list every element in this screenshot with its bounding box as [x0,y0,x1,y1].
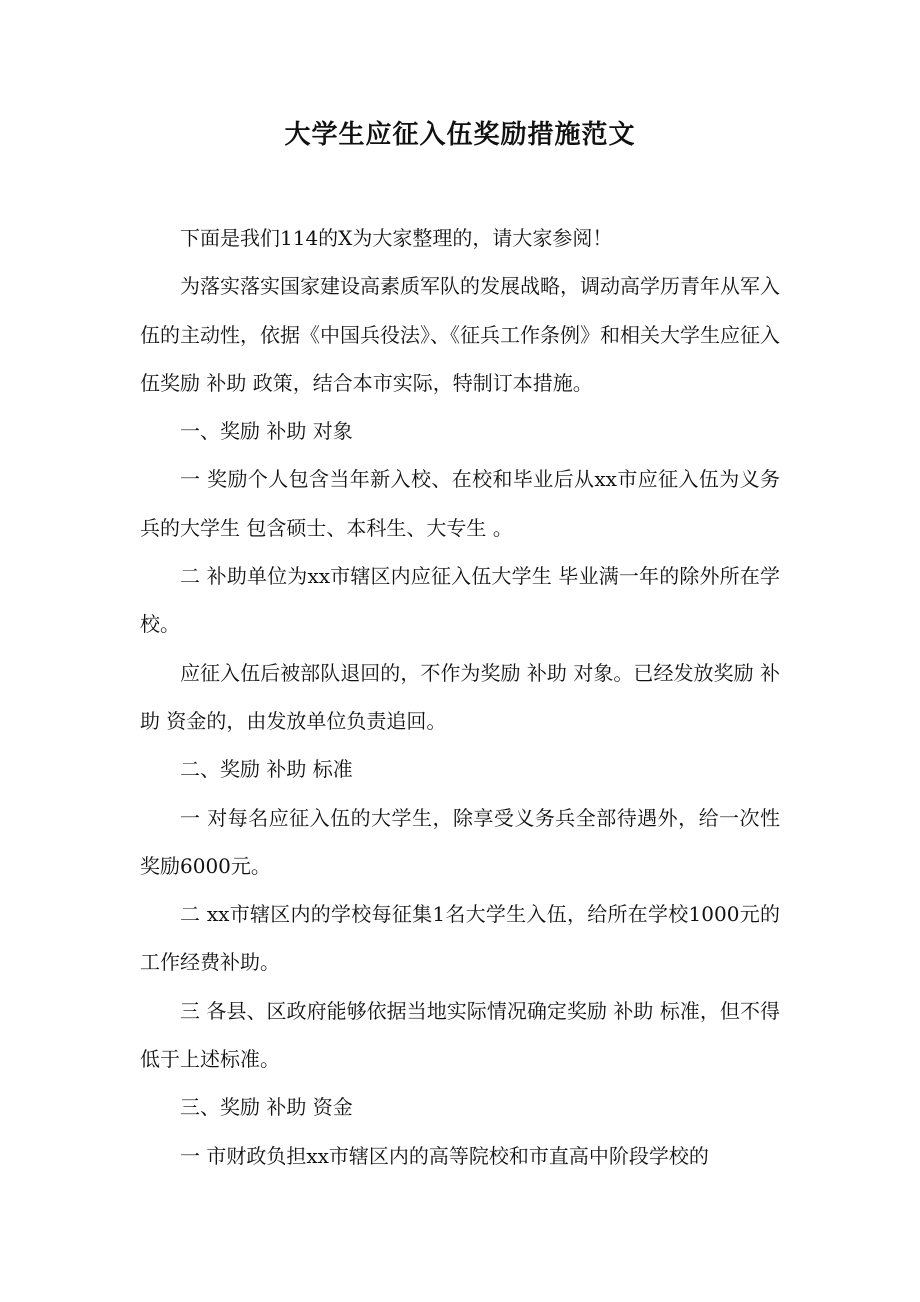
paragraph-intro: 下面是我们114的X为大家整理的，请大家参阅！ [180,226,613,250]
paragraph: 三 各县、区政府能够依据当地实际情况确定奖励 补助 标准，但不得低于上述标准。 [140,998,780,1072]
paragraph: 二 补助单位为xx市辖区内应征入伍大学生 毕业满一年的除外所在学校。 [140,564,780,637]
paragraph-purpose: 为落实落实国家建设高素质军队的发展战略，调动高学历青年从军入伍的主动性，依据《中国兵役法》、《征兵工作条例》和相关大学生应征入伍奖励 补助 政策，结合本市实际，特制订本措施。 [140,274,780,395]
paragraph: 应征入伍后被部队退回的，不作为奖励 补助 对象。已经发放奖励 补助 资金的，由发放单位负责追回。 [140,660,780,733]
section-heading-1: 一、奖励 补助 对象 [180,419,353,444]
paragraph: 一 市财政负担xx市辖区内的高等院校和市直高中阶段学校的 [180,1143,709,1168]
document-title: 大学生应征入伍奖励措施范文 [284,120,636,150]
paragraph: 一 对每名应征入伍的大学生，除享受义务兵全部待遇外，给一次性奖励6000元。 [140,805,780,878]
section-heading-2: 二、奖励 补助 标准 [180,757,353,782]
document-body [140,214,780,1180]
paragraph: 二 xx市辖区内的学校每征集1名大学生入伍，给所在学校1000元的工作经费补助。 [140,902,780,975]
section-heading-3: 三、奖励 补助 资金 [180,1095,353,1120]
paragraph: 一 奖励个人包含当年新入校、在校和毕业后从xx市应征入伍为义务兵的大学生 包含硕士、本科生、大专生 。 [140,467,780,540]
